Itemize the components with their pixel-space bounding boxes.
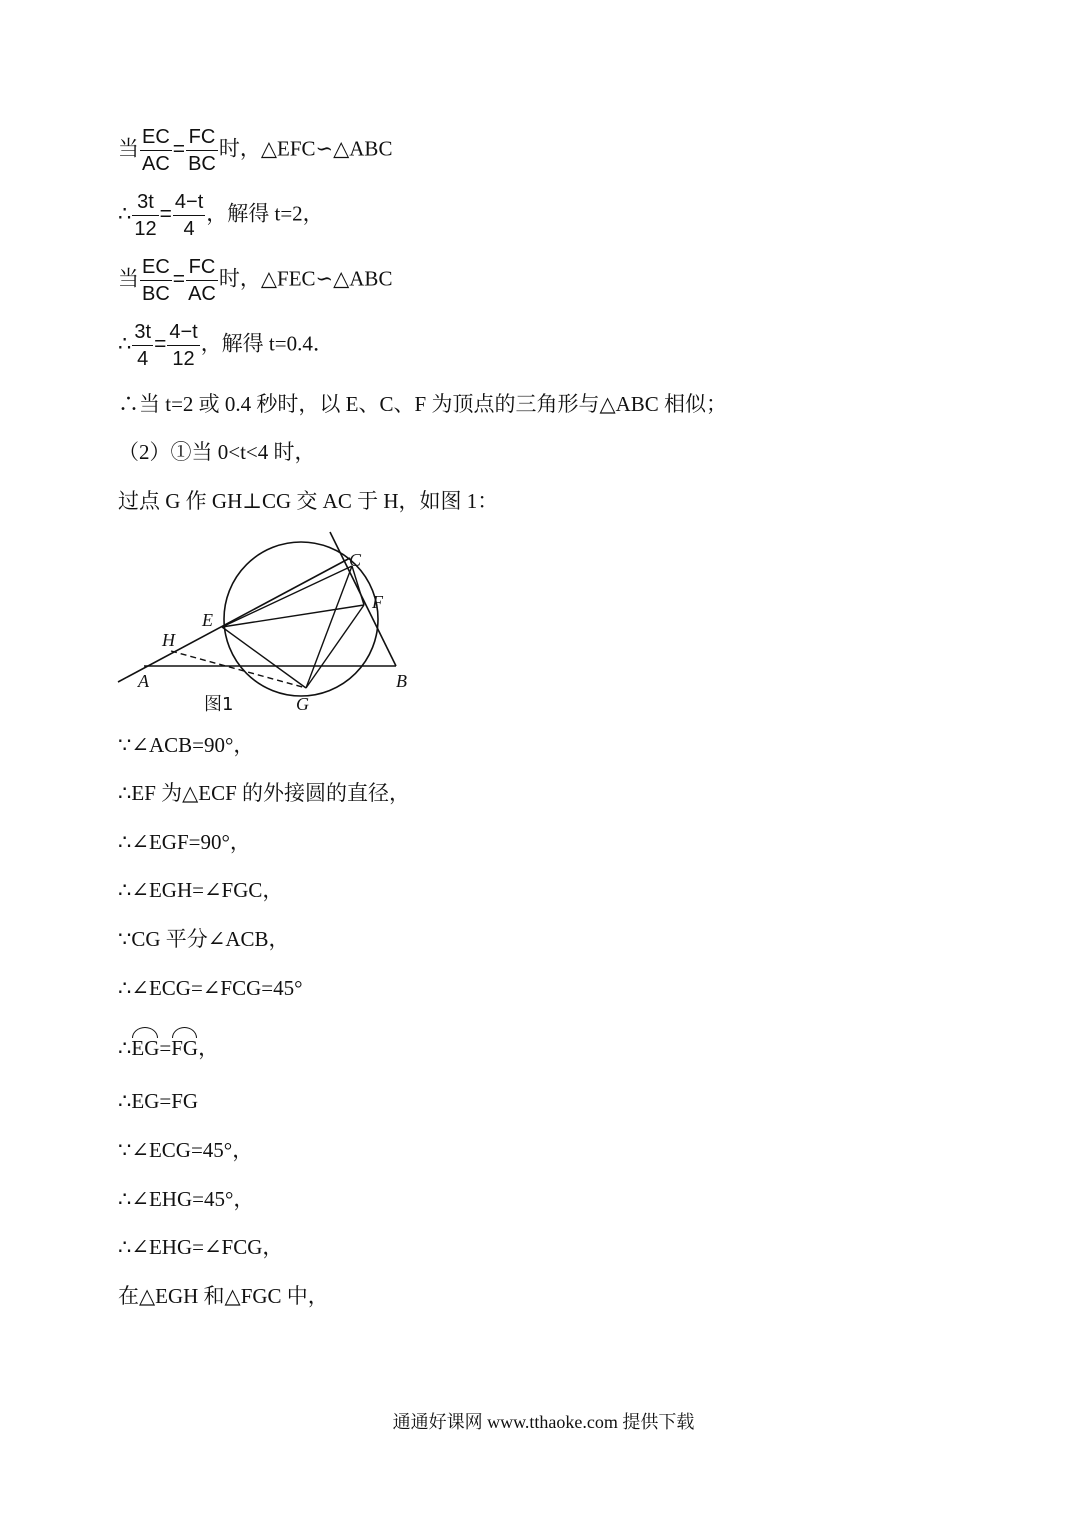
label-H: H (162, 630, 175, 650)
label-C: C (349, 550, 362, 570)
arc-FG: FG (171, 1036, 199, 1060)
fraction (186, 124, 218, 177)
solution-line-19: 在△EGH 和△FGC 中， (118, 1284, 329, 1308)
solution-line-7: 过点 G 作 GH⊥CG 交 AC 于 H，如图 1： (118, 489, 499, 513)
solution-line-6: （2）①当 0<t<4 时， (118, 440, 316, 464)
solution-line-2 (118, 189, 324, 242)
text: 当 (118, 266, 139, 291)
numerator: FC (186, 254, 218, 281)
fraction (140, 254, 172, 307)
numerator: FC (186, 124, 218, 151)
denominator: 12 (172, 348, 195, 370)
fraction (186, 254, 218, 307)
numerator: 4−t (173, 189, 205, 216)
arc-EG: EG (131, 1036, 160, 1060)
solution-line-10: ∴∠EGF=90°， (118, 830, 251, 854)
denominator: BC (142, 283, 170, 305)
solution-line-12: ∵CG 平分∠ACB， (118, 927, 290, 951)
solution-line-17: ∴∠EHG=45°， (118, 1187, 255, 1211)
fraction (140, 124, 172, 177)
solution-line-18: ∴∠EHG=∠FCG， (118, 1235, 284, 1259)
numerator: 3t (132, 189, 158, 216)
label-G: G (296, 694, 309, 714)
fraction (132, 319, 153, 372)
text: ，解得 t=0.4． (200, 331, 334, 356)
solution-line-11: ∴∠EGH=∠FGC， (118, 878, 284, 902)
geometry-figure-1 (116, 530, 426, 720)
text: 时，△EFC∽△ABC (218, 136, 393, 161)
text: ， (198, 1036, 220, 1060)
text: 时，△FEC∽△ABC (218, 266, 393, 291)
segment-EF (222, 605, 364, 627)
numerator: 4−t (167, 319, 199, 346)
numerator: EC (140, 124, 172, 151)
fraction (132, 189, 158, 242)
text: ，解得 t=2， (206, 201, 324, 226)
figure-caption: 图1 (204, 694, 234, 715)
numerator: EC (140, 254, 172, 281)
fraction (167, 319, 199, 372)
solution-line-14 (118, 1034, 219, 1062)
equals-sign: = (172, 137, 186, 161)
segment-FG (306, 605, 364, 688)
fraction (173, 189, 205, 242)
solution-line-3 (118, 254, 392, 307)
solution-line-9: ∴EF 为△ECF 的外接圆的直径， (118, 781, 411, 805)
solution-line-15: ∴EG=FG (118, 1089, 199, 1113)
label-B: B (396, 671, 407, 691)
label-E: E (202, 610, 213, 630)
solution-line-4 (118, 319, 334, 372)
text: ∴ (118, 1036, 132, 1060)
equals-sign: = (172, 267, 186, 291)
solution-line-8: ∵∠ACB=90°， (118, 733, 255, 757)
text: ∴ (118, 201, 132, 226)
label-A: A (138, 671, 149, 691)
denominator: BC (188, 153, 216, 175)
solution-line-5: ∴当 t=2 或 0.4 秒时，以 E、C、F 为顶点的三角形与△ABC 相似； (118, 392, 728, 416)
solution-line-1 (118, 124, 392, 177)
equals-sign: = (159, 202, 172, 226)
denominator: 12 (134, 218, 157, 240)
solution-line-16: ∵∠ECG=45°， (118, 1138, 254, 1162)
solution-line-13: ∴∠ECG=∠FCG=45° (118, 976, 303, 1000)
denominator: AC (188, 283, 216, 305)
segment-HG-dashed (171, 651, 306, 688)
equals-sign: = (159, 1036, 172, 1060)
page-footer: 通通好课网 www.tthaoke.com 提供下载 (392, 1412, 695, 1432)
numerator: 3t (132, 319, 153, 346)
denominator: 4 (183, 218, 195, 240)
text: 当 (118, 136, 139, 161)
text: ∴ (118, 331, 132, 356)
denominator: AC (142, 153, 170, 175)
label-F: F (372, 592, 383, 612)
denominator: 4 (137, 348, 149, 370)
equals-sign: = (154, 332, 167, 356)
